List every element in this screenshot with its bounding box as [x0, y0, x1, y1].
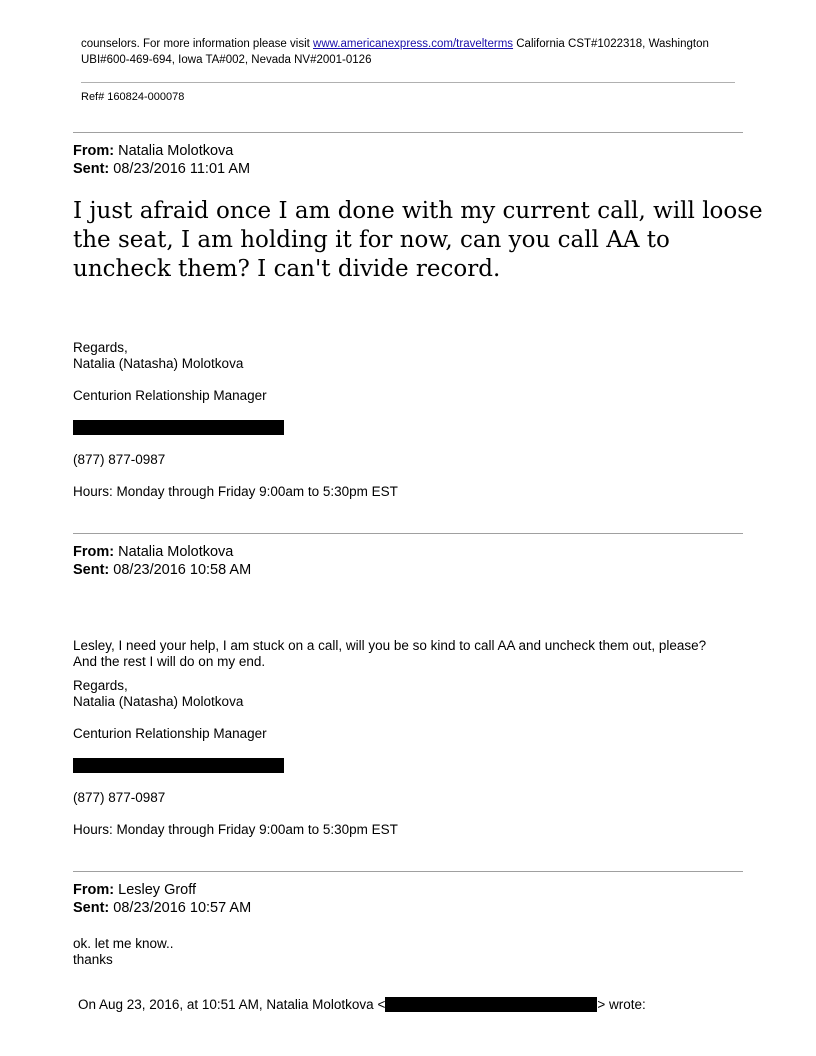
- signature-title: Centurion Relationship Manager: [73, 726, 267, 741]
- email-body-line: Lesley, I need your help, I am stuck on a call, will you be so kind to call AA and uncheck them out, please?: [73, 638, 707, 653]
- travelterms-link[interactable]: www.americanexpress.com/travelterms: [313, 38, 514, 50]
- sent-value: 08/23/2016 10:58 AM: [113, 562, 252, 578]
- email-body-line: thanks: [73, 952, 113, 967]
- signature-hours: Hours: Monday through Friday 9:00am to 5:30pm EST: [73, 484, 398, 499]
- email-from: [73, 142, 233, 160]
- email-divider: [73, 132, 743, 133]
- email-body: I just afraid once I am done with my current call, will loose the seat, I am holding it for now, can you call AA to uncheck them? I can't divide record.: [73, 198, 763, 282]
- from-label: From:: [73, 544, 115, 560]
- email-sent: [73, 899, 251, 917]
- sent-label: Sent:: [73, 900, 110, 916]
- sent-value: 08/23/2016 10:57 AM: [113, 900, 252, 916]
- footer-divider: [81, 82, 735, 83]
- sent-label: Sent:: [73, 161, 110, 177]
- quoted-reply-header: [78, 997, 646, 1013]
- email-body-line: ok. let me know..: [73, 936, 174, 951]
- reference-number: Ref# 160824-000078: [81, 91, 185, 103]
- footer-text: counselors. For more information please visit: [81, 38, 314, 50]
- signature-name: Natalia (Natasha) Molotkova: [73, 356, 244, 371]
- redaction-bar: [73, 758, 284, 773]
- signature-title: Centurion Relationship Manager: [73, 388, 267, 403]
- redacted-email-address: [385, 997, 597, 1012]
- redaction-bar: [73, 420, 284, 435]
- signature-name: Natalia (Natasha) Molotkova: [73, 694, 244, 709]
- email-from: [73, 543, 233, 561]
- email-body-line: And the rest I will do on my end.: [73, 654, 266, 669]
- signature-phone: (877) 877-0987: [73, 452, 166, 467]
- quote-suffix: > wrote:: [597, 997, 646, 1012]
- footer-disclaimer: [81, 36, 751, 68]
- regards: Regards,: [73, 678, 128, 693]
- regards: Regards,: [73, 340, 128, 355]
- signature-phone: (877) 877-0987: [73, 790, 166, 805]
- email-sent: [73, 160, 250, 178]
- email-from: [73, 881, 196, 899]
- sent-value: 08/23/2016 11:01 AM: [113, 161, 251, 177]
- email-divider: [73, 871, 743, 872]
- footer-text-cont: California CST#1022318, Washington UBI#600-469-694, Iowa TA#002, Nevada NV#2001-0126: [81, 38, 709, 66]
- from-label: From:: [73, 882, 115, 898]
- from-value: Lesley Groff: [118, 882, 197, 898]
- from-value: Natalia Molotkova: [118, 544, 234, 560]
- signature-hours: Hours: Monday through Friday 9:00am to 5:30pm EST: [73, 822, 398, 837]
- from-value: Natalia Molotkova: [118, 143, 234, 159]
- sent-label: Sent:: [73, 562, 110, 578]
- email-sent: [73, 561, 251, 579]
- from-label: From:: [73, 143, 115, 159]
- quote-prefix: On Aug 23, 2016, at 10:51 AM, Natalia Molotkova <: [78, 997, 386, 1012]
- email-divider: [73, 533, 743, 534]
